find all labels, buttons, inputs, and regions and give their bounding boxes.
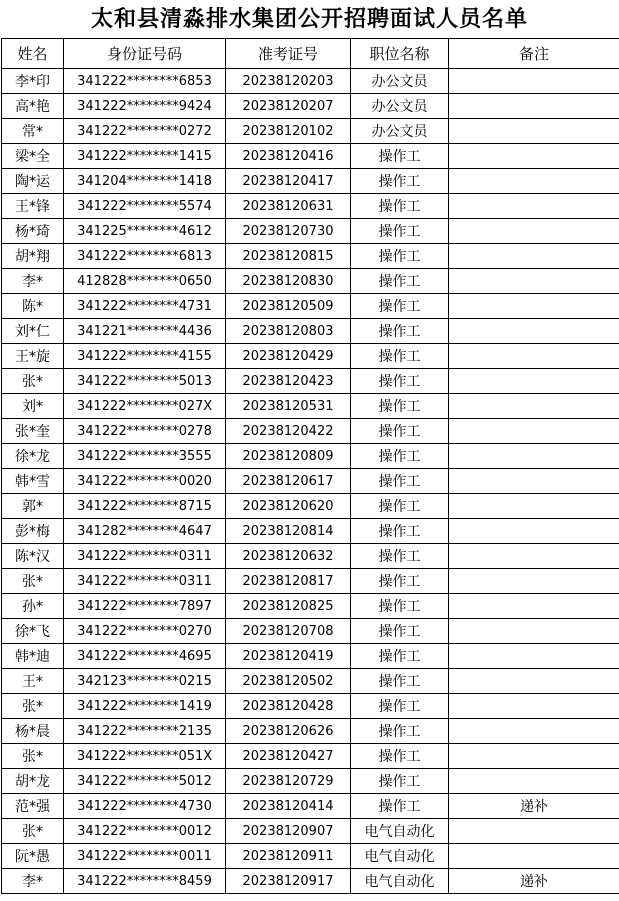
cell-name: 阮*愚 [2, 844, 64, 869]
table-row [2, 494, 619, 519]
cell-name: 李* [2, 869, 64, 894]
cell-position: 操作工 [351, 394, 449, 419]
table-row [2, 344, 619, 369]
cell-exam-number: 20238120531 [226, 394, 351, 419]
cell-exam-number: 20238120632 [226, 544, 351, 569]
cell-name: 张*奎 [2, 419, 64, 444]
cell-exam-number: 20238120416 [226, 144, 351, 169]
cell-exam-number: 20238120423 [226, 369, 351, 394]
cell-position: 操作工 [351, 244, 449, 269]
cell-exam-number: 20238120729 [226, 769, 351, 794]
cell-note [449, 819, 619, 844]
cell-id-number: 341222********8459 [64, 869, 226, 894]
cell-exam-number: 20238120502 [226, 669, 351, 694]
table-row [2, 444, 619, 469]
cell-id-number: 341222********2135 [64, 719, 226, 744]
cell-note: 递补 [449, 869, 619, 894]
cell-note [449, 669, 619, 694]
cell-position: 电气自动化 [351, 819, 449, 844]
table-row [2, 669, 619, 694]
table-row [2, 144, 619, 169]
cell-name: 陈* [2, 294, 64, 319]
cell-position: 操作工 [351, 219, 449, 244]
table-row [2, 719, 619, 744]
header-id-number: 身份证号码 [64, 39, 226, 69]
cell-note [449, 69, 619, 94]
cell-exam-number: 20238120422 [226, 419, 351, 444]
cell-position: 操作工 [351, 644, 449, 669]
cell-note [449, 644, 619, 669]
table-row [2, 594, 619, 619]
cell-note [449, 544, 619, 569]
cell-position: 电气自动化 [351, 869, 449, 894]
cell-id-number: 341222********5574 [64, 194, 226, 219]
table-row [2, 219, 619, 244]
table-row [2, 844, 619, 869]
header-note: 备注 [449, 39, 619, 69]
cell-exam-number: 20238120620 [226, 494, 351, 519]
cell-note [449, 594, 619, 619]
cell-name: 彭*梅 [2, 519, 64, 544]
table-row [2, 394, 619, 419]
cell-note: 递补 [449, 794, 619, 819]
cell-name: 张* [2, 819, 64, 844]
cell-id-number: 341222********4155 [64, 344, 226, 369]
cell-exam-number: 20238120730 [226, 219, 351, 244]
cell-note [449, 719, 619, 744]
page-title: 太和县清淼排水集团公开招聘面试人员名单 [90, 7, 528, 32]
cell-id-number: 341222********0270 [64, 619, 226, 644]
cell-position: 操作工 [351, 594, 449, 619]
cell-id-number: 341222********4695 [64, 644, 226, 669]
cell-note [449, 369, 619, 394]
table-row [2, 469, 619, 494]
cell-name: 王*锋 [2, 194, 64, 219]
cell-exam-number: 20238120617 [226, 469, 351, 494]
cell-name: 范*强 [2, 794, 64, 819]
cell-note [449, 219, 619, 244]
cell-name: 李* [2, 269, 64, 294]
cell-position: 操作工 [351, 494, 449, 519]
cell-id-number: 341222********051X [64, 744, 226, 769]
cell-position: 操作工 [351, 669, 449, 694]
cell-id-number: 341222********1415 [64, 144, 226, 169]
cell-position: 操作工 [351, 619, 449, 644]
cell-note [449, 244, 619, 269]
cell-exam-number: 20238120809 [226, 444, 351, 469]
cell-name: 梁*全 [2, 144, 64, 169]
cell-position: 操作工 [351, 269, 449, 294]
table-row [2, 419, 619, 444]
table-row [2, 244, 619, 269]
cell-name: 王*旋 [2, 344, 64, 369]
cell-exam-number: 20238120626 [226, 719, 351, 744]
table-row [2, 569, 619, 594]
cell-name: 张* [2, 694, 64, 719]
cell-position: 操作工 [351, 469, 449, 494]
cell-id-number: 341222********1419 [64, 694, 226, 719]
table-row [2, 519, 619, 544]
cell-id-number: 341222********5013 [64, 369, 226, 394]
cell-note [449, 294, 619, 319]
table-row [2, 794, 619, 819]
cell-note [449, 394, 619, 419]
cell-exam-number: 20238120825 [226, 594, 351, 619]
cell-exam-number: 20238120631 [226, 194, 351, 219]
cell-exam-number: 20238120815 [226, 244, 351, 269]
cell-id-number: 341222********0012 [64, 819, 226, 844]
cell-id-number: 341222********4731 [64, 294, 226, 319]
cell-exam-number: 20238120203 [226, 69, 351, 94]
cell-position: 操作工 [351, 769, 449, 794]
table-row [2, 319, 619, 344]
table-row [2, 819, 619, 844]
cell-id-number: 341222********0311 [64, 569, 226, 594]
cell-exam-number: 20238120428 [226, 694, 351, 719]
cell-exam-number: 20238120414 [226, 794, 351, 819]
cell-name: 王* [2, 669, 64, 694]
cell-id-number: 341222********8715 [64, 494, 226, 519]
cell-position: 操作工 [351, 569, 449, 594]
table-header-row [2, 39, 619, 69]
cell-note [449, 619, 619, 644]
cell-id-number: 341222********3555 [64, 444, 226, 469]
candidate-table [1, 38, 619, 894]
cell-exam-number: 20238120429 [226, 344, 351, 369]
cell-id-number: 341222********0272 [64, 119, 226, 144]
cell-note [449, 744, 619, 769]
cell-id-number: 341222********5012 [64, 769, 226, 794]
cell-name: 李*印 [2, 69, 64, 94]
cell-position: 操作工 [351, 444, 449, 469]
cell-name: 张* [2, 744, 64, 769]
cell-id-number: 341222********0011 [64, 844, 226, 869]
cell-position: 操作工 [351, 294, 449, 319]
cell-id-number: 341222********6813 [64, 244, 226, 269]
cell-name: 张* [2, 569, 64, 594]
cell-exam-number: 20238120419 [226, 644, 351, 669]
cell-id-number: 341222********6853 [64, 69, 226, 94]
cell-note [449, 319, 619, 344]
cell-id-number: 341222********0311 [64, 544, 226, 569]
cell-exam-number: 20238120907 [226, 819, 351, 844]
table-row [2, 294, 619, 319]
cell-note [449, 569, 619, 594]
cell-id-number: 341222********9424 [64, 94, 226, 119]
cell-name: 刘* [2, 394, 64, 419]
cell-note [449, 494, 619, 519]
header-name: 姓名 [2, 39, 64, 69]
cell-id-number: 341204********1418 [64, 169, 226, 194]
cell-id-number: 341221********4436 [64, 319, 226, 344]
cell-note [449, 519, 619, 544]
cell-note [449, 169, 619, 194]
cell-name: 韩*雪 [2, 469, 64, 494]
cell-exam-number: 20238120708 [226, 619, 351, 644]
cell-position: 操作工 [351, 794, 449, 819]
table-row [2, 869, 619, 894]
cell-position: 办公文员 [351, 69, 449, 94]
cell-position: 操作工 [351, 194, 449, 219]
table-row [2, 744, 619, 769]
cell-position: 办公文员 [351, 94, 449, 119]
cell-exam-number: 20238120917 [226, 869, 351, 894]
cell-note [449, 419, 619, 444]
cell-position: 操作工 [351, 419, 449, 444]
table-row [2, 619, 619, 644]
cell-id-number: 341222********7897 [64, 594, 226, 619]
table-row [2, 269, 619, 294]
cell-name: 徐*龙 [2, 444, 64, 469]
table-row [2, 644, 619, 669]
cell-exam-number: 20238120803 [226, 319, 351, 344]
table-row [2, 169, 619, 194]
cell-id-number: 412828********0650 [64, 269, 226, 294]
cell-name: 胡*龙 [2, 769, 64, 794]
cell-id-number: 341222********4730 [64, 794, 226, 819]
cell-note [449, 444, 619, 469]
table-row [2, 69, 619, 94]
cell-id-number: 341222********027X [64, 394, 226, 419]
cell-note [449, 344, 619, 369]
cell-name: 胡*翔 [2, 244, 64, 269]
cell-note [449, 694, 619, 719]
cell-exam-number: 20238120911 [226, 844, 351, 869]
cell-position: 操作工 [351, 519, 449, 544]
cell-position: 操作工 [351, 344, 449, 369]
table-row [2, 369, 619, 394]
cell-name: 孙* [2, 594, 64, 619]
cell-name: 陶*运 [2, 169, 64, 194]
cell-position: 操作工 [351, 744, 449, 769]
cell-name: 常* [2, 119, 64, 144]
cell-position: 操作工 [351, 144, 449, 169]
cell-note [449, 769, 619, 794]
cell-id-number: 342123********0215 [64, 669, 226, 694]
cell-note [449, 119, 619, 144]
cell-note [449, 844, 619, 869]
cell-position: 操作工 [351, 544, 449, 569]
cell-name: 张* [2, 369, 64, 394]
cell-position: 操作工 [351, 169, 449, 194]
cell-position: 操作工 [351, 694, 449, 719]
cell-id-number: 341222********0020 [64, 469, 226, 494]
cell-id-number: 341222********0278 [64, 419, 226, 444]
cell-name: 徐*飞 [2, 619, 64, 644]
cell-name: 杨*琦 [2, 219, 64, 244]
header-position: 职位名称 [351, 39, 449, 69]
cell-exam-number: 20238120417 [226, 169, 351, 194]
table-row [2, 694, 619, 719]
cell-exam-number: 20238120102 [226, 119, 351, 144]
cell-name: 韩*迪 [2, 644, 64, 669]
cell-note [449, 469, 619, 494]
cell-note [449, 269, 619, 294]
cell-name: 郭* [2, 494, 64, 519]
cell-name: 刘*仁 [2, 319, 64, 344]
cell-name: 杨*晨 [2, 719, 64, 744]
cell-position: 操作工 [351, 319, 449, 344]
cell-note [449, 144, 619, 169]
header-exam-number: 准考证号 [226, 39, 351, 69]
cell-position: 电气自动化 [351, 844, 449, 869]
table-row [2, 769, 619, 794]
cell-note [449, 194, 619, 219]
cell-exam-number: 20238120509 [226, 294, 351, 319]
cell-exam-number: 20238120814 [226, 519, 351, 544]
table-row [2, 194, 619, 219]
table-row [2, 544, 619, 569]
cell-note [449, 94, 619, 119]
cell-name: 陈*汉 [2, 544, 64, 569]
table-row [2, 119, 619, 144]
cell-position: 操作工 [351, 719, 449, 744]
table-body [2, 69, 619, 894]
cell-exam-number: 20238120427 [226, 744, 351, 769]
cell-id-number: 341282********4647 [64, 519, 226, 544]
cell-exam-number: 20238120830 [226, 269, 351, 294]
cell-position: 办公文员 [351, 119, 449, 144]
cell-exam-number: 20238120207 [226, 94, 351, 119]
table-row [2, 94, 619, 119]
cell-position: 操作工 [351, 369, 449, 394]
cell-id-number: 341225********4612 [64, 219, 226, 244]
cell-exam-number: 20238120817 [226, 569, 351, 594]
cell-name: 高*艳 [2, 94, 64, 119]
